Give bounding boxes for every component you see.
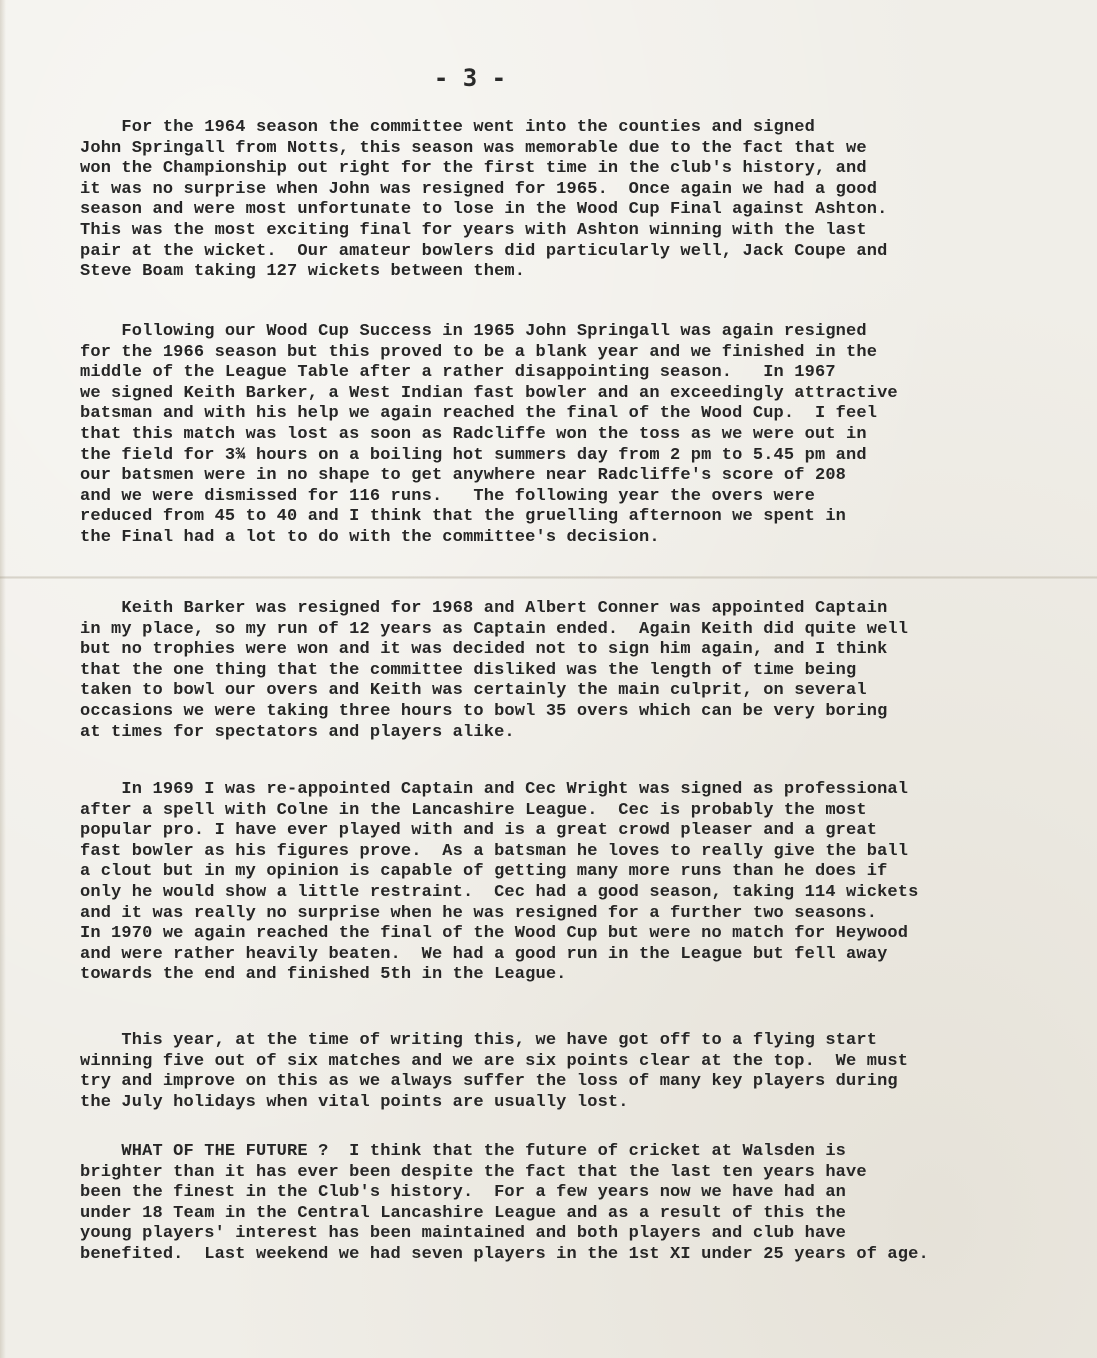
text-line: the field for 3¾ hours on a boiling hot summers day from 2 pm to 5.45 pm and xyxy=(80,445,867,465)
text-line: only he would show a little restraint. Cec had a good season, taking 114 wickets xyxy=(80,882,919,902)
text-line: that this match was lost as soon as Radcliffe won the toss as we were out in xyxy=(80,424,867,444)
text-line: season and were most unfortunate to lose in the Wood Cup Final against Ashton. xyxy=(80,200,888,220)
text-line: This year, at the time of writing this, we have got off to a flying start xyxy=(80,1031,878,1050)
text-line: and it was really no surprise when he was resigned for a further two seasons. xyxy=(80,903,878,923)
text-line: batsman and with his help we again reached the final of the Wood Cup. I feel xyxy=(80,404,878,424)
text-line: winning five out of six matches and we are six points clear at the top. We must xyxy=(80,1051,909,1071)
text-line: John Springall from Notts, this season was memorable due to the fact that we xyxy=(80,138,867,158)
paragraph-1964-season xyxy=(80,118,887,283)
text-line: In 1969 I was re-appointed Captain and Cec Wright was signed as professional xyxy=(80,780,909,799)
text-line: For the 1964 season the committee went into the counties and signed xyxy=(80,118,815,137)
text-line: under 18 Team in the Central Lancashire League and as a result of this the xyxy=(80,1203,847,1223)
paragraph-this-year xyxy=(80,1031,908,1113)
text-line: pair at the wicket. Our amateur bowlers did particularly well, Jack Coupe and xyxy=(80,241,888,261)
text-line: popular pro. I have ever played with and is a great crowd pleaser and a great xyxy=(80,821,878,841)
text-line: a clout but in my opinion is capable of getting many more runs than he does if xyxy=(80,862,888,882)
text-line: Keith Barker was resigned for 1968 and Albert Conner was appointed Captain xyxy=(80,599,888,618)
text-line: the July holidays when vital points are usually lost. xyxy=(80,1092,629,1112)
text-line: been the finest in the Club's history. For a few years now we have had an xyxy=(80,1183,847,1203)
text-line: and we were dismissed for 116 runs. The following year the overs were xyxy=(80,486,815,506)
paragraph-what-of-the-future xyxy=(80,1142,929,1266)
text-line: This was the most exciting final for years with Ashton winning with the last xyxy=(80,220,867,240)
text-line: won the Championship out right for the first time in the club's history, and xyxy=(80,159,867,179)
text-line: but no trophies were won and it was decided not to sign him again, and I think xyxy=(80,640,888,660)
text-line: at times for spectators and players alike. xyxy=(80,722,515,742)
text-line: WHAT OF THE FUTURE ? I think that the future of cricket at Walsden is xyxy=(80,1142,847,1161)
text-line: Following our Wood Cup Success in 1965 John Springall was again resigned xyxy=(80,322,867,341)
text-line: young players' interest has been maintained and both players and club have xyxy=(80,1224,847,1244)
text-line: the Final had a lot to do with the committee's decision. xyxy=(80,527,660,547)
text-line: reduced from 45 to 40 and I think that the gruelling afternoon we spent in xyxy=(80,507,847,527)
text-line: in my place, so my run of 12 years as Captain ended. Again Keith did quite well xyxy=(80,619,909,639)
text-line: that the one thing that the committee disliked was the length of time being xyxy=(80,660,857,680)
text-line: fast bowler as his figures prove. As a batsman he loves to really give the ball xyxy=(80,841,909,861)
paragraph-cec-wright-1969 xyxy=(80,780,918,986)
text-line: try and improve on this as we always suffer the loss of many key players during xyxy=(80,1072,898,1092)
text-line: In 1970 we again reached the final of the Wood Cup but were no match for Heywood xyxy=(80,924,909,944)
page-number: - 3 - xyxy=(433,64,507,92)
text-line: we signed Keith Barker, a West Indian fast bowler and an exceedingly attractive xyxy=(80,383,898,403)
text-line: our batsmen were in no shape to get anywhere near Radcliffe's score of 208 xyxy=(80,466,847,486)
paper-fold-line xyxy=(0,576,1097,579)
text-line: taken to bowl our overs and Keith was certainly the main culprit, on several xyxy=(80,681,867,701)
text-line: occasions we were taking three hours to bowl 35 overs which can be very boring xyxy=(80,701,888,721)
text-line: Steve Boam taking 127 wickets between them. xyxy=(80,262,526,282)
text-line: towards the end and finished 5th in the League. xyxy=(80,965,567,985)
text-line: middle of the League Table after a rather disappointing season. In 1967 xyxy=(80,363,836,383)
text-line: brighter than it has ever been despite the fact that the last ten years have xyxy=(80,1162,867,1182)
text-line: it was no surprise when John was resigned for 1965. Once again we had a good xyxy=(80,179,878,199)
text-line: and were rather heavily beaten. We had a good run in the League but fell away xyxy=(80,944,888,964)
text-line: after a spell with Colne in the Lancashire League. Cec is probably the most xyxy=(80,800,867,820)
paper-edge-shadow xyxy=(0,0,6,1358)
paragraph-wood-cup-1965 xyxy=(80,322,898,549)
text-line: benefited. Last weekend we had seven players in the 1st XI under 25 years of age. xyxy=(80,1244,929,1264)
paragraph-keith-barker-1968 xyxy=(80,599,908,743)
text-line: for the 1966 season but this proved to be a blank year and we finished in the xyxy=(80,342,878,362)
